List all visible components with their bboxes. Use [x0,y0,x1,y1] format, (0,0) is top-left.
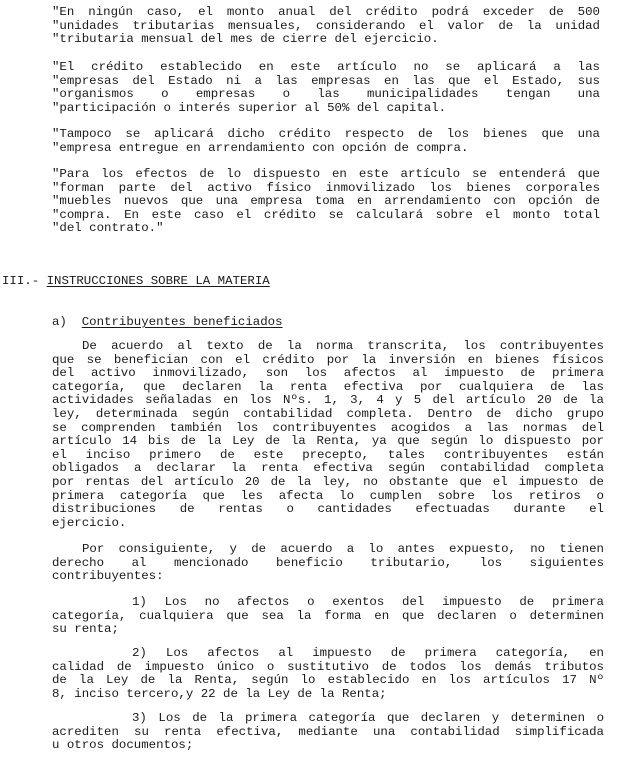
text-line: actividades señaladas en los Nºs. 1, 3, 4 y 5 del artículo 20 de la [52,393,604,408]
text-line: "forman parte del activo físico inmovilizado los bienes corporales [52,180,600,195]
text-line: que se benefician con el crédito por la inversión en bienes físicos [52,352,604,367]
text-line: ejercicio. [52,515,127,530]
text-line: 3) Los de la primera categoría que declaren y determinen o [132,711,604,725]
section-number: III.- [2,274,40,288]
section-title: INSTRUCCIONES SOBRE LA MATERIA [46,274,270,288]
text-line: el inciso primero de este precepto, tales contribuyentes están [52,447,604,462]
text-line: 1) Los no afectos o exentos del impuesto de primera [132,595,604,609]
text-line: se comprenden también los contribuyentes acogidos a las normas del [52,420,604,435]
text-line: ley, determinada según contabilidad completa. Dentro de dicho grupo [52,406,604,421]
text-line: primera categoría que les afecta lo cumplen sobre los retiros o [52,488,604,503]
text-line: "En ningún caso, el monto anual del crédito podrá exceder de 500 [52,5,600,19]
text-line: "unidades tributarias mensuales, considerando el valor de la unidad [52,18,600,33]
body-paragraph [52,340,604,530]
list-item [52,596,604,637]
text-line: "Tampoco se aplicará dicho crédito respecto de los bienes que una [52,127,600,141]
text-line: "del contrato." [52,221,164,236]
text-line: u otros documentos; [52,738,194,753]
text-line: 8, inciso tercero,y 22 de la Ley de la Renta; [52,686,387,701]
text-line: artículo 14 bis de la Ley de la Renta, ya que según lo dispuesto por [52,434,604,449]
text-line: "organismos o empresas o las municipalidades tengan una [52,87,600,102]
text-line: acrediten su renta efectiva, mediante una contabilidad simplificada [52,724,604,739]
text-line: su renta; [52,622,119,637]
text-line: "empresas del Estado ni a las empresas en las que el Estado, sus [52,73,600,88]
text-line: categoría, cualquiera que sea la forma en que declaren o determinen [52,608,604,623]
quoted-paragraph [52,128,600,155]
text-line: "tributaria mensual del mes de cierre del ejercicio. [52,32,439,47]
text-line: de la Ley de la Renta, según lo establecido en los artículos 17 Nº [52,673,604,688]
text-line: "empresa entregue en arrendamiento con opción de compra. [52,140,469,155]
text-line: distribuciones de rentas o cantidades efectuadas durante el [52,502,604,517]
quoted-paragraph [52,168,600,236]
text-line: De acuerdo al texto de la norma transcrita, los contribuyentes [82,339,604,353]
text-line: obligados a declarar la renta efectiva según contabilidad completa [52,461,604,476]
subsection-title: Contribuyentes beneficiados [81,315,283,329]
text-line: Por consiguiente, y de acuerdo a lo antes expuesto, no tienen [82,542,604,556]
text-line: "muebles nuevos que una empresa toma en arrendamiento con opción de [52,194,600,209]
text-line: derecho al mencionado beneficio tributario, los siguientes [52,555,604,570]
text-line: "participación o interés superior al 50% del capital. [52,100,447,115]
text-line: por rentas del artículo 20 de la ley, no obstante que el impuesto de [52,474,604,489]
list-item [52,712,604,753]
subsection-heading [52,316,283,330]
text-line: "compra. En este caso el crédito se calculará sobre el monto total [52,207,600,222]
text-line: del activo inmovilizado, son los afectos al impuesto de primera [52,366,604,381]
quoted-paragraph [52,6,600,47]
section-heading [2,275,270,289]
body-paragraph [52,543,604,584]
text-line: "Para los efectos de lo dispuesto en este artículo se entenderá que [52,167,600,181]
text-line: 2) Los afectos al impuesto de primera categoría, en [132,646,604,660]
list-item [52,647,604,701]
text-line: "El crédito establecido en este artículo no se aplicará a las [52,60,600,74]
text-line: calidad de impuesto único o sustitutivo de todos los demás tributos [52,659,604,674]
quoted-paragraph [52,61,600,115]
text-line: contribuyentes: [52,569,164,584]
text-line: categoría, que declaren la renta efectiva por cualquiera de las [52,379,604,394]
subsection-letter: a) [52,315,67,329]
